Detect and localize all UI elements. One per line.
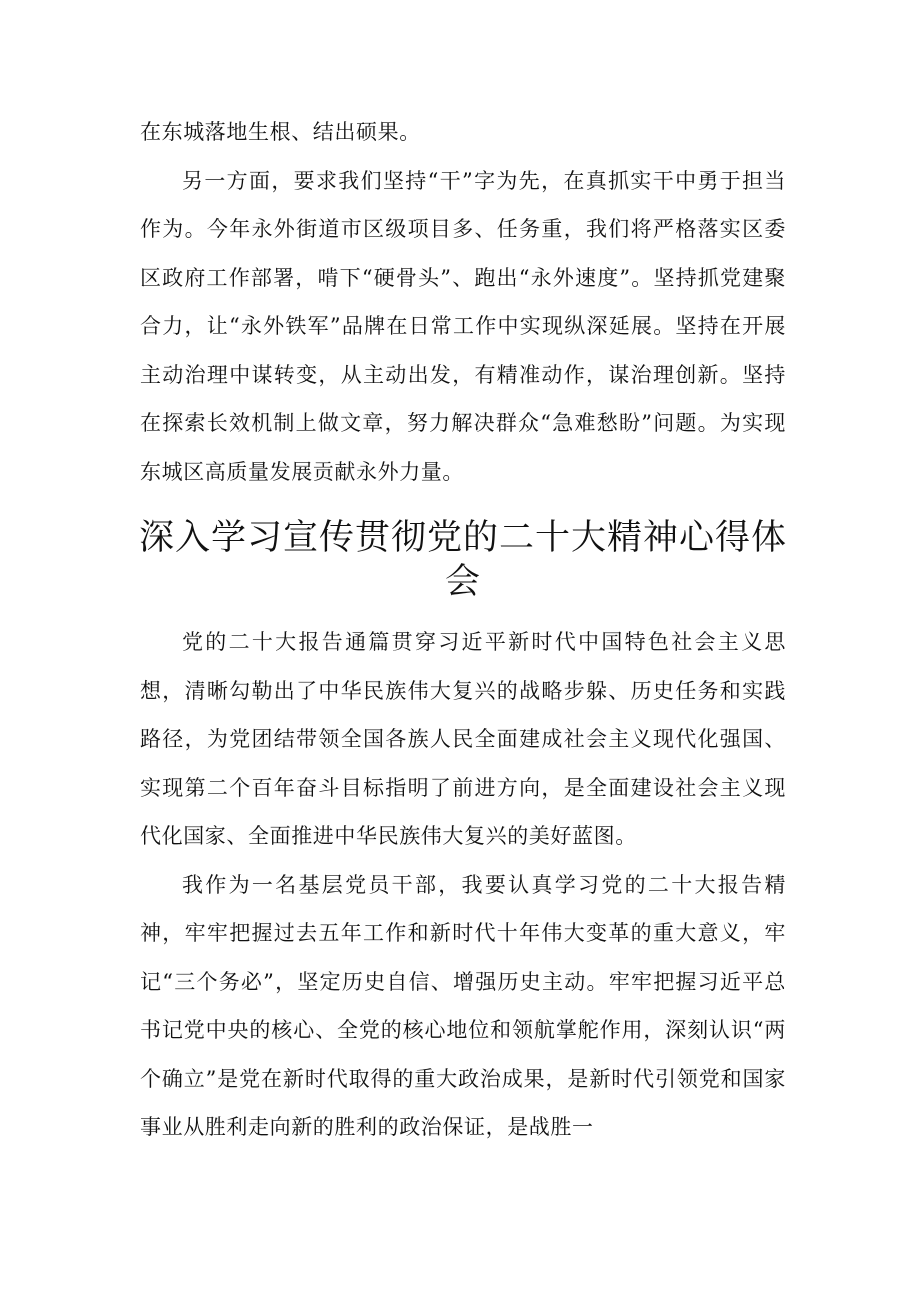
paragraph-2: 党的二十大报告通篇贯穿习近平新时代中国特色社会主义思想，清晰勾勒出了中华民族伟大复兴的战略步躲、历史任务和实践路径，为党团结带领全国各族人民全面建成社会主义现代化强国、实现第二个百年奋斗目标指明了前进方向，是全面建设社会主义现代化国家、全面推进中华民族伟大复兴的美好蓝图。	[140, 630, 786, 848]
paragraph-1: 另一方面，要求我们坚持“干”字为先，在真抓实干中勇于担当作为。今年永外街道市区级项目多、任务重，我们将严格落实区委区政府工作部署，啃下“硬骨头”、跑出“永外速度”。坚持抓党建聚合力，让“永外铁军”品牌在日常工作中实现纵深延展。坚持在开展主动治理中谋转变，从主动出发，有精准动作，谋治理创新。坚持在探索长效机制上做文章，努力解决群众“急难愁盼”问题。为实现东城区高质量发展贡献永外力量。	[140, 168, 786, 484]
paragraph-3: 我作为一名基层党员干部，我要认真学习党的二十大报告精神，牢牢把握过去五年工作和新时代十年伟大变革的重大意义，牢记“三个务必”，坚定历史自信、增强历史主动。牢牢把握习近平总书记党中央的核心、全党的核心地位和领航掌舵作用，深刻认识“两个确立”是党在新时代取得的重大政治成果，是新时代引领党和国家事业从胜利走向新的胜利的政治保证，是战胜一	[140, 872, 786, 1139]
document-body	[140, 108, 786, 1152]
paragraph-continuation: 在东城落地生根、结出硕果。	[140, 120, 421, 144]
page-title: 深入学习宣传贯彻党的二十大精神心得体会	[138, 518, 787, 602]
